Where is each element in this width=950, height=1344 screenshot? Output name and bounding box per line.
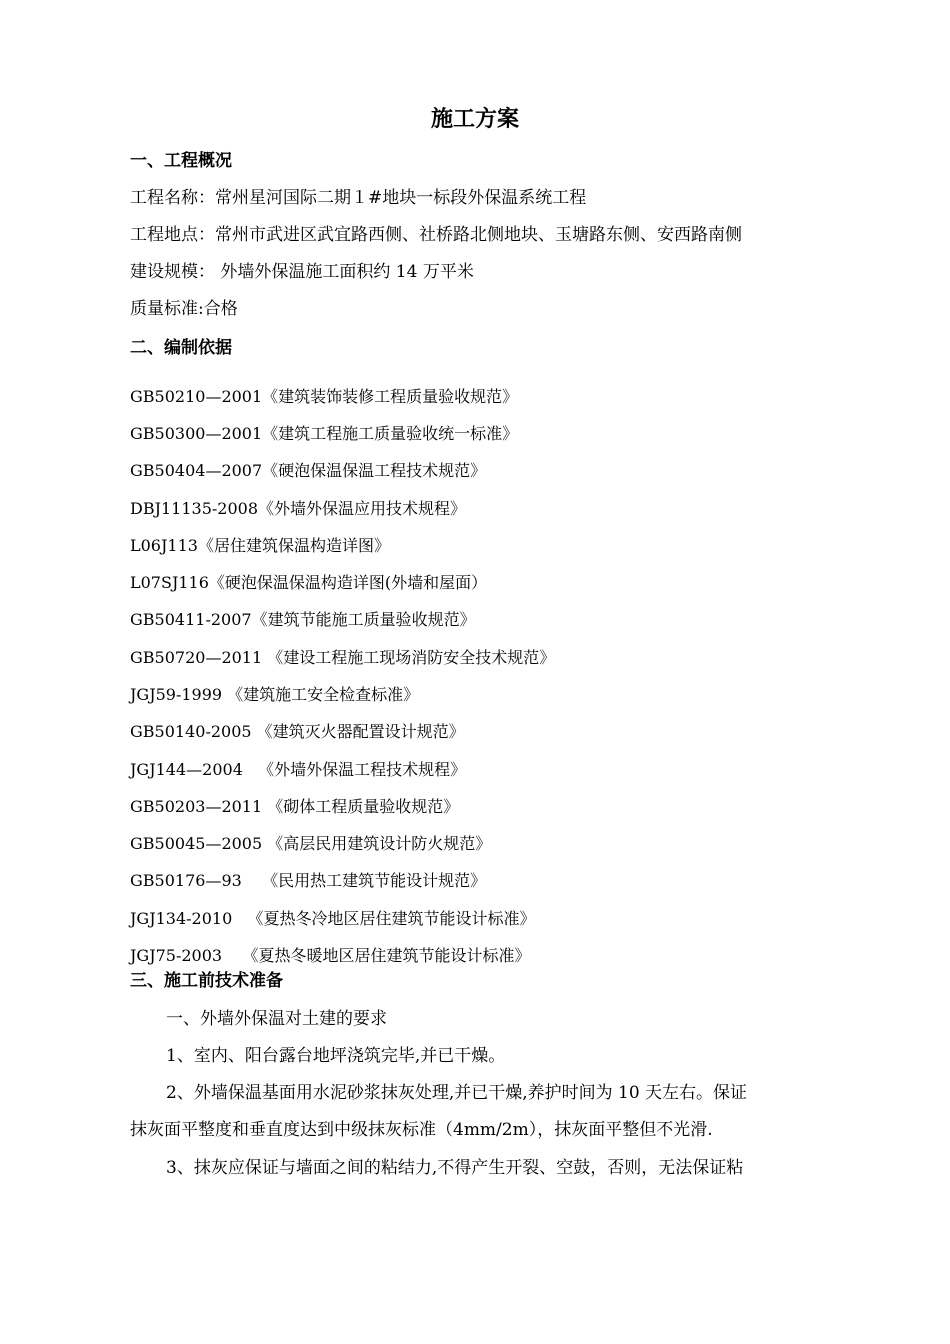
- requirement-item: 3、抹灰应保证与墙面之间的粘结力,不得产生开裂、空鼓，否则，无法保证粘: [166, 1158, 744, 1178]
- reference-item: GB50210—2001《建筑装饰装修工程质量验收规范》: [130, 387, 519, 406]
- project-name: 工程名称：常州星河国际二期１#地块一标段外保温系统工程: [130, 188, 587, 208]
- project-location: 工程地点：常州市武进区武宜路西侧、社桥路北侧地块、玉塘路东侧、安西路南侧: [130, 225, 742, 245]
- reference-item: JGJ59-1999 《建筑施工安全检查标准》: [130, 685, 420, 704]
- section-heading-basis: 二、编制依据: [130, 338, 232, 358]
- reference-item: JGJ75-2003 《夏热冬暖地区居住建筑节能设计标准》: [130, 946, 531, 965]
- subsection-title: 一、外墙外保温对土建的要求: [166, 1009, 387, 1029]
- document-title: 施工方案: [430, 107, 519, 132]
- reference-item: JGJ134-2010 《夏热冬冷地区居住建筑节能设计标准》: [130, 909, 536, 928]
- reference-item: L07SJ116《硬泡保温保温构造详图(外墙和屋面）: [130, 573, 488, 592]
- requirement-item-continued: 抹灰面平整度和垂直度达到中级抹灰标准（4mm/2m），抹灰面平整但不光滑.: [130, 1120, 713, 1140]
- quality-standard: 质量标准:合格: [130, 299, 238, 319]
- reference-item: GB50045—2005 《高层民用建筑设计防火规范》: [130, 834, 492, 853]
- reference-item: DBJ11135-2008《外墙外保温应用技术规程》: [130, 499, 467, 518]
- reference-item: GB50411-2007《建筑节能施工质量验收规范》: [130, 610, 476, 629]
- reference-item: GB50176—93 《民用热工建筑节能设计规范》: [130, 871, 487, 890]
- reference-item: GB50720—2011 《建设工程施工现场消防安全技术规范》: [130, 648, 556, 667]
- reference-item: GB50140-2005 《建筑灭火器配置设计规范》: [130, 722, 465, 741]
- requirement-item: 2、外墙保温基面用水泥砂浆抹灰处理,并已干燥,养护时间为 10 天左右。保证: [166, 1083, 748, 1103]
- section-heading-overview: 一、工程概况: [130, 151, 232, 171]
- reference-item: L06J113《居住建筑保温构造详图》: [130, 536, 390, 555]
- section-heading-preparation: 三、施工前技术准备: [130, 971, 283, 991]
- requirement-item: 1、室内、阳台露台地坪浇筑完毕,并已干燥。: [166, 1046, 506, 1066]
- reference-item: GB50404—2007《硬泡保温保温工程技术规范》: [130, 461, 487, 480]
- reference-item: JGJ144—2004 《外墙外保温工程技术规程》: [130, 760, 467, 779]
- reference-item: GB50300—2001《建筑工程施工质量验收统一标准》: [130, 424, 519, 443]
- project-scale: 建设规模： 外墙外保温施工面积约 14 万平米: [130, 262, 474, 282]
- reference-item: GB50203—2011 《砌体工程质量验收规范》: [130, 797, 460, 816]
